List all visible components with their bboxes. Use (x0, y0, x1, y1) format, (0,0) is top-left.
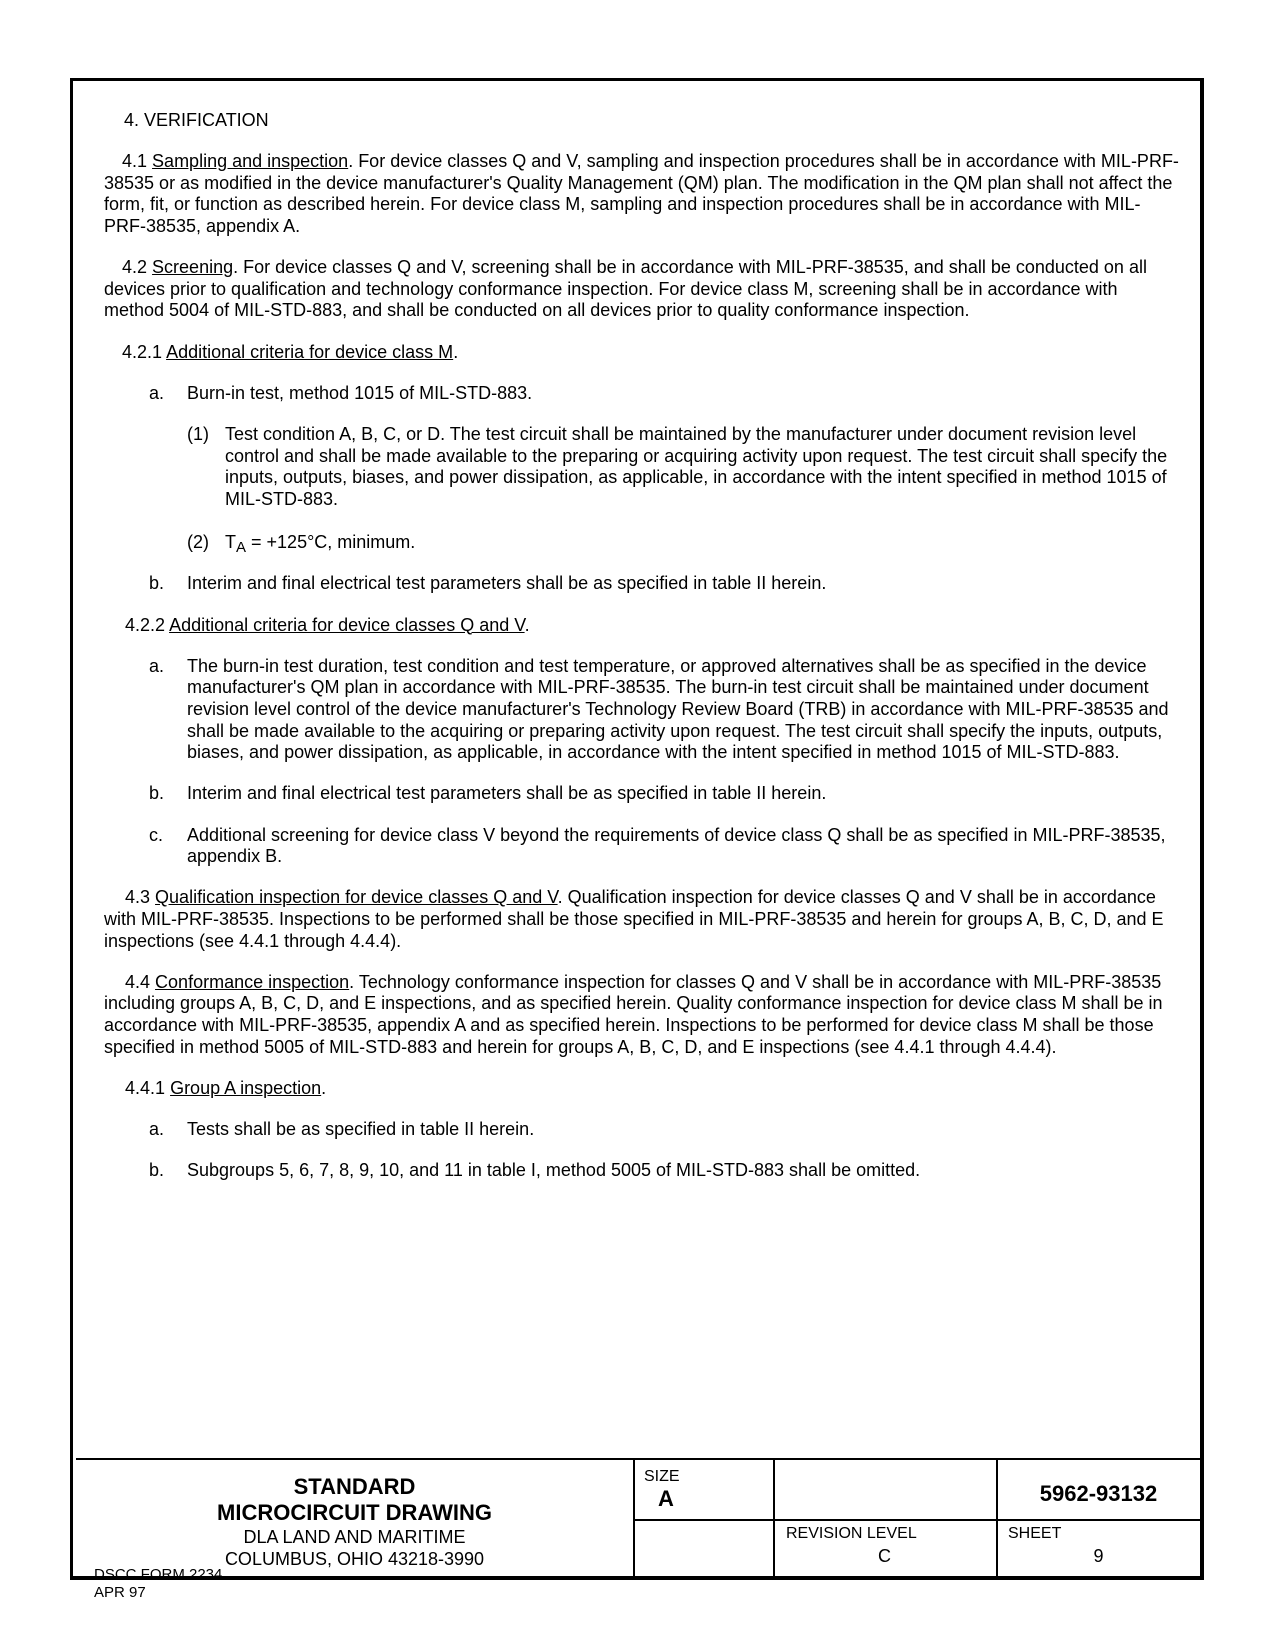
list-item-4-2-1-a-2: (2) $T_A = +125^\circ C$, minimum. (187, 532, 416, 557)
heading-4-2-1-line: 4.2.1 Additional criteria for device class M. (122, 341, 459, 362)
heading-4-2-1: Additional criteria for device class M (166, 341, 454, 362)
heading-4-4-1: Group A inspection (170, 1077, 322, 1098)
list-item-4-2-1-b: b. Interim and final electrical test parameters shall be as specified in table II herein. (149, 573, 827, 594)
heading-4-4-1-line: 4.4.1 Group A inspection. (125, 1077, 327, 1098)
drawing-title-standard: STANDARD (293, 1474, 416, 1499)
title-block-divider (633, 1460, 635, 1576)
document-body (104, 110, 1180, 1201)
heading-4-2-2-line: 4.2.2 Additional criteria for device classes Q and V. (125, 614, 530, 635)
form-number: DSCC FORM 2234 (94, 1566, 223, 1583)
revision-level-label: REVISION LEVEL (786, 1525, 917, 1542)
heading-4-4: Conformance inspection (155, 971, 350, 992)
list-item-4-2-1-a: a. Burn-in test, method 1015 of MIL-STD-883. (149, 382, 533, 403)
drawing-number: 5962-93132 (1039, 1481, 1158, 1506)
heading-4-2-2: Additional criteria for device classes Q and V (169, 614, 525, 635)
paragraph-4-2: 4.2 Screening. For device classes Q and V, screening shall be in accordance with MIL-PRF-38535, and shall be conducted on all devices prior to qualification and technology conformance inspection. For device class M, screening shall be in accordance with method 5004 of MIL-STD-883, and shall be conducted on all devices prior to quality conformance inspection. (104, 257, 1147, 321)
section-title: 4. VERIFICATION (124, 110, 269, 130)
list-item-4-2-1-a-1: (1) Test condition A, B, C, or D. The test circuit shall be maintained by the manufacturer under document revision level control and shall be made available to the preparing or acquiring activity upon request. The test circuit shall specify the inputs, outputs, biases, and power dissipation, as applicable, in accordance with the intent specified in method 1015 of MIL-STD-883. (187, 423, 1168, 509)
list-item-4-2-2-a: a. The burn-in test duration, test condition and test temperature, or approved alternatives shall be as specified in the device manufacturer's QM plan in accordance with MIL-PRF-38535. The burn-in test circuit shall be maintained under document revision level control of the device manufacturer's Technology Review Board (TRB) in accordance with MIL-PRF-38535 and shall be made available to the acquiring or preparing activity upon request. The test circuit shall specify the inputs, outputs, biases, and power dissipation, as applicable, in accordance with the intent specified in method 1015 of MIL-STD-883. (149, 655, 1169, 763)
title-block-divider (633, 1519, 1201, 1521)
heading-4-2: Screening (152, 257, 234, 278)
list-item-4-2-2-b: b. Interim and final electrical test parameters shall be as specified in table II herein. (149, 783, 827, 804)
list-item-4-4-1-b: b. Subgroups 5, 6, 7, 8, 9, 10, and 11 in table I, method 5005 of MIL-STD-883 shall be omitted. (149, 1160, 921, 1181)
list-item-4-4-1-a: a. Tests shall be as specified in table II herein. (149, 1118, 535, 1139)
heading-4-1: Sampling and inspection (152, 151, 349, 172)
paragraph-4-3: 4.3 Qualification inspection for device classes Q and V. Qualification inspection for device classes Q and V shall be in accordance with MIL-PRF-38535. Inspections to be performed shall be those specified in MIL-PRF-38535 and herein for groups A, B, C, D, and E inspections (see 4.4.1 through 4.4.4). (104, 887, 1164, 951)
heading-4-3: Qualification inspection for device classes Q and V (155, 887, 558, 908)
list-item-4-2-2-c: c. Additional screening for device class V beyond the requirements of device class Q shall be as specified in MIL-PRF-38535, appendix B. (149, 824, 1166, 867)
revision-level-value: C (878, 1546, 891, 1566)
organization-address: COLUMBUS, OHIO 43218-3990 (224, 1549, 485, 1569)
organization-name: DLA LAND AND MARITIME (243, 1527, 466, 1547)
size-label: SIZE (644, 1468, 680, 1485)
title-block (76, 1458, 1201, 1576)
paragraph-4-4: 4.4 Conformance inspection. Technology conformance inspection for classes Q and V shall be in accordance with MIL-PRF-38535 including groups A, B, C, D, and E inspections, and as specified herein. Quality conformance inspection for device class M shall be in accordance with MIL-PRF-38535, appendix A and as specified herein. Inspections to be performed for device class M shall be those specified in method 5005 of MIL-STD-883 and herein for groups A, B, C, D, and E inspections (see 4.4.1 through 4.4.4). (104, 971, 1163, 1057)
sheet-label: SHEET (1008, 1525, 1062, 1542)
paragraph-4-1: 4.1 Sampling and inspection. For device classes Q and V, sampling and inspection procedures shall be in accordance with MIL-PRF-38535 or as modified in the device manufacturer's Quality Management (QM) plan. The modification in the QM plan shall not affect the form, fit, or function as described herein. For device class M, sampling and inspection procedures shall be in accordance with MIL-PRF-38535, appendix A. (104, 151, 1179, 236)
size-value: A (658, 1486, 674, 1511)
form-date: APR 97 (94, 1584, 146, 1601)
drawing-title-microcircuit: MICROCIRCUIT DRAWING (217, 1500, 492, 1525)
sheet-number: 9 (1093, 1546, 1104, 1566)
